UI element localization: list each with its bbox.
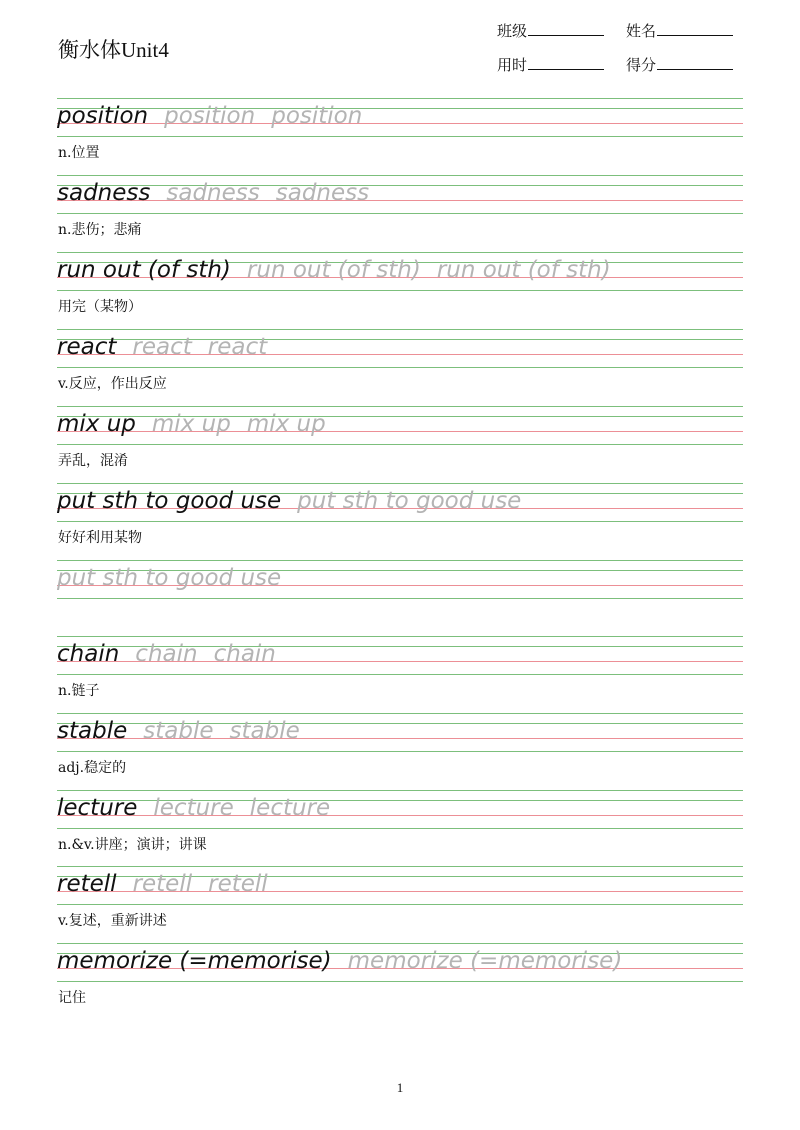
word-meaning: n.&v.讲座；演讲；讲课 — [58, 837, 207, 853]
trace-word: position — [164, 103, 256, 129]
word-meaning: n.位置 — [58, 145, 100, 161]
guide-line-green — [57, 329, 743, 330]
time-blank[interactable] — [528, 55, 604, 70]
word-line — [57, 487, 537, 515]
word-meaning: 记住 — [58, 990, 86, 1006]
word-line — [57, 410, 326, 438]
vocab-word: react — [57, 334, 117, 360]
trace-word: lecture — [249, 795, 331, 821]
trace-word: memorize (=memorise) — [347, 948, 623, 974]
word-line — [57, 333, 267, 361]
vocab-word: run out (of sth) — [57, 257, 231, 283]
time-label: 用时 — [497, 56, 528, 74]
vocab-word: put sth to good use — [57, 488, 282, 514]
word-line — [57, 256, 611, 284]
vocab-word: retell — [57, 871, 117, 897]
vocab-word: mix up — [57, 411, 136, 437]
word-line — [57, 102, 362, 130]
name-label: 姓名 — [626, 22, 657, 40]
word-meaning: n.链子 — [58, 683, 100, 699]
guide-line-green — [57, 290, 743, 291]
trace-word: run out (of sth) — [436, 257, 611, 283]
class-label: 班级 — [497, 22, 528, 40]
word-line — [57, 794, 330, 822]
word-line — [57, 947, 638, 975]
guide-line-green — [57, 674, 743, 675]
vocab-word: position — [57, 103, 149, 129]
class-blank[interactable] — [528, 21, 604, 36]
vocab-word: stable — [57, 718, 128, 744]
guide-line-green — [57, 866, 743, 867]
trace-word: run out (of sth) — [246, 257, 421, 283]
trace-word: lecture — [153, 795, 234, 821]
guide-line-green — [57, 828, 743, 829]
writing-row — [57, 98, 743, 138]
worksheet-title: 衡水体Unit4 — [58, 38, 169, 62]
word-meaning: 好好利用某物 — [58, 530, 142, 546]
guide-line-green — [57, 598, 743, 599]
writing-row — [57, 866, 743, 906]
word-meaning: 弄乱，混淆 — [58, 453, 128, 469]
writing-row — [57, 560, 743, 600]
guide-line-green — [57, 175, 743, 176]
word-line — [57, 179, 369, 207]
trace-word: stable — [143, 718, 214, 744]
score-label: 得分 — [626, 56, 657, 74]
page-number: 1 — [396, 1080, 404, 1095]
writing-row — [57, 713, 743, 753]
word-meaning: v.复述，重新讲述 — [58, 913, 167, 929]
writing-row — [57, 252, 743, 292]
guide-line-green — [57, 444, 743, 445]
guide-line-green — [57, 98, 743, 99]
guide-line-green — [57, 981, 743, 982]
writing-row — [57, 636, 743, 676]
writing-row — [57, 483, 743, 523]
writing-row — [57, 329, 743, 369]
guide-line-green — [57, 790, 743, 791]
guide-line-green — [57, 483, 743, 484]
guide-line-green — [57, 636, 743, 637]
class-field[interactable] — [497, 20, 604, 42]
guide-line-green — [57, 904, 743, 905]
guide-line-green — [57, 252, 743, 253]
score-blank[interactable] — [657, 55, 733, 70]
writing-row — [57, 790, 743, 830]
guide-line-green — [57, 213, 743, 214]
trace-word: position — [271, 103, 363, 129]
vocab-word: chain — [57, 641, 120, 667]
trace-word: mix up — [246, 411, 326, 437]
vocab-word: lecture — [57, 795, 138, 821]
guide-line-green — [57, 136, 743, 137]
guide-line-green — [57, 713, 743, 714]
guide-line-green — [57, 560, 743, 561]
name-field[interactable] — [626, 20, 733, 42]
trace-word: sadness — [275, 180, 370, 206]
guide-line-green — [57, 751, 743, 752]
word-line — [57, 640, 276, 668]
time-field[interactable] — [497, 54, 604, 76]
vocab-word: memorize (=memorise) — [57, 948, 332, 974]
trace-word: retell — [208, 871, 268, 897]
guide-line-green — [57, 406, 743, 407]
word-meaning: n.悲伤；悲痛 — [58, 222, 142, 238]
word-line — [57, 564, 297, 592]
score-field[interactable] — [626, 54, 733, 76]
guide-line-green — [57, 943, 743, 944]
word-meaning: adj.稳定的 — [58, 760, 127, 776]
trace-word: chain — [135, 641, 198, 667]
guide-line-green — [57, 367, 743, 368]
trace-word: react — [132, 334, 192, 360]
trace-word: retell — [132, 871, 193, 897]
writing-row — [57, 406, 743, 446]
writing-row — [57, 175, 743, 215]
trace-word: sadness — [166, 180, 260, 206]
vocab-word: sadness — [57, 180, 151, 206]
trace-word: stable — [229, 718, 300, 744]
name-blank[interactable] — [657, 21, 733, 36]
trace-word: chain — [213, 641, 276, 667]
writing-row — [57, 943, 743, 983]
trace-word: put sth to good use — [57, 565, 282, 591]
trace-word: mix up — [151, 411, 231, 437]
word-meaning: v.反应，作出反应 — [58, 376, 167, 392]
word-line — [57, 870, 268, 898]
trace-word: react — [207, 334, 268, 360]
word-meaning: 用完（某物） — [58, 299, 142, 315]
trace-word: put sth to good use — [297, 488, 522, 514]
word-line — [57, 717, 300, 745]
guide-line-green — [57, 521, 743, 522]
